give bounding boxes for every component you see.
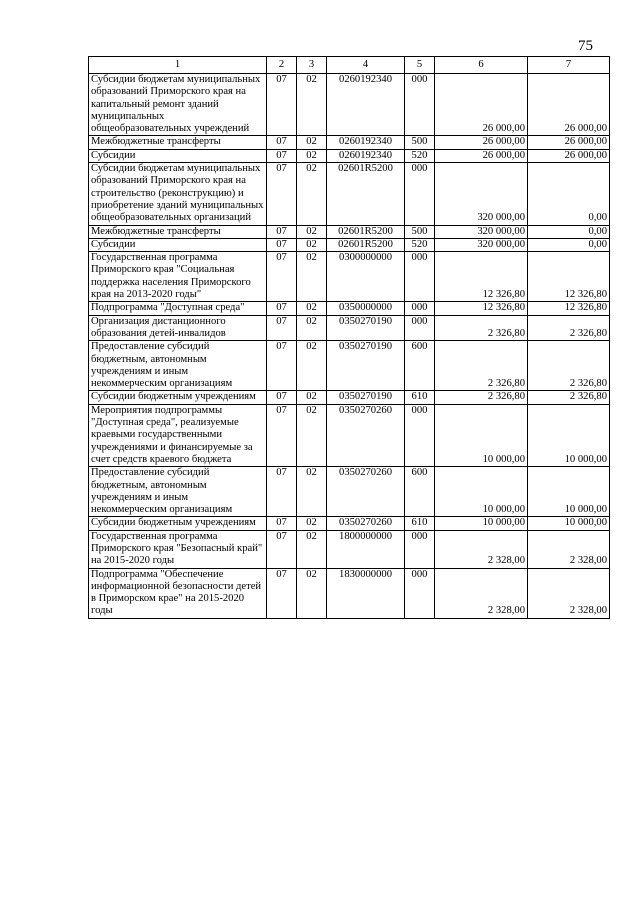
row-name: Организация дистанционного образования детей-инвалидов: [89, 315, 267, 341]
row-section: 07: [267, 163, 297, 225]
row-subsection: 02: [297, 315, 327, 341]
row-expense-type: 000: [405, 302, 435, 315]
row-amount-2019: 12 326,80: [435, 252, 528, 302]
row-amount-2020: 10 000,00: [528, 517, 610, 530]
row-expense-type: 000: [405, 163, 435, 225]
row-name: Субсидии бюджетам муниципальных образований Приморского края на капитальный ремонт зданий муниципальных общеобразовательных учреждений: [89, 74, 267, 136]
header-cell: 4: [327, 57, 405, 74]
row-subsection: 02: [297, 302, 327, 315]
table-row: [89, 238, 610, 251]
row-expense-type: 000: [405, 530, 435, 568]
row-amount-2019: 320 000,00: [435, 163, 528, 225]
row-expense-type: 600: [405, 341, 435, 391]
row-subsection: 02: [297, 136, 327, 149]
row-amount-2020: 12 326,80: [528, 302, 610, 315]
row-section: 07: [267, 252, 297, 302]
table-header-row: [89, 57, 610, 74]
row-amount-2019: 12 326,80: [435, 302, 528, 315]
row-target-code: 0260192340: [327, 136, 405, 149]
row-section: 07: [267, 341, 297, 391]
row-expense-type: 610: [405, 517, 435, 530]
row-amount-2019: 2 328,00: [435, 530, 528, 568]
row-name: Субсидии бюджетам муниципальных образований Приморского края на строительство (реконструкцию) и приобретение зданий муниципальных общеобразовательных организаций: [89, 163, 267, 225]
row-section: 07: [267, 302, 297, 315]
row-amount-2020: 10 000,00: [528, 404, 610, 466]
row-amount-2019: 10 000,00: [435, 404, 528, 466]
row-section: 07: [267, 404, 297, 466]
row-amount-2019: 10 000,00: [435, 467, 528, 517]
header-cell: 7: [528, 57, 610, 74]
table-row: [89, 74, 610, 136]
table-row: [89, 315, 610, 341]
row-amount-2019: 2 328,00: [435, 568, 528, 618]
row-section: 07: [267, 315, 297, 341]
table-row: [89, 341, 610, 391]
row-subsection: 02: [297, 517, 327, 530]
row-name: Субсидии: [89, 149, 267, 162]
row-expense-type: 610: [405, 391, 435, 404]
budget-table: [88, 56, 610, 619]
row-target-code: 0300000000: [327, 252, 405, 302]
row-subsection: 02: [297, 74, 327, 136]
row-subsection: 02: [297, 149, 327, 162]
row-amount-2020: 10 000,00: [528, 467, 610, 517]
row-name: Субсидии бюджетным учреждениям: [89, 517, 267, 530]
row-section: 07: [267, 149, 297, 162]
row-subsection: 02: [297, 530, 327, 568]
row-expense-type: 500: [405, 225, 435, 238]
table-row: [89, 149, 610, 162]
table-row: [89, 517, 610, 530]
row-subsection: 02: [297, 341, 327, 391]
row-section: 07: [267, 391, 297, 404]
header-cell: 6: [435, 57, 528, 74]
row-section: 07: [267, 530, 297, 568]
row-amount-2019: 320 000,00: [435, 225, 528, 238]
row-expense-type: 000: [405, 568, 435, 618]
row-target-code: 1830000000: [327, 568, 405, 618]
row-amount-2019: 2 326,80: [435, 391, 528, 404]
row-name: Мероприятия подпрограммы "Доступная среда", реализуемые краевыми государственными учреждениями и финансируемые за счет средств краевого бюджета: [89, 404, 267, 466]
row-target-code: 0350270260: [327, 517, 405, 530]
row-section: 07: [267, 136, 297, 149]
row-name: Субсидии: [89, 238, 267, 251]
row-target-code: 0260192340: [327, 149, 405, 162]
row-subsection: 02: [297, 252, 327, 302]
row-amount-2019: 2 326,80: [435, 341, 528, 391]
row-target-code: 0350000000: [327, 302, 405, 315]
row-section: 07: [267, 517, 297, 530]
page-number: 75: [578, 38, 593, 54]
row-amount-2020: 0,00: [528, 225, 610, 238]
row-subsection: 02: [297, 391, 327, 404]
row-expense-type: 600: [405, 467, 435, 517]
table-row: [89, 252, 610, 302]
row-section: 07: [267, 568, 297, 618]
row-target-code: 02601R5200: [327, 238, 405, 251]
header-cell: 5: [405, 57, 435, 74]
row-subsection: 02: [297, 238, 327, 251]
row-expense-type: 500: [405, 136, 435, 149]
row-amount-2020: 26 000,00: [528, 74, 610, 136]
row-amount-2020: 2 328,00: [528, 530, 610, 568]
row-amount-2019: 10 000,00: [435, 517, 528, 530]
row-subsection: 02: [297, 404, 327, 466]
table-row: [89, 391, 610, 404]
row-amount-2020: 26 000,00: [528, 149, 610, 162]
header-cell: 3: [297, 57, 327, 74]
row-expense-type: 520: [405, 238, 435, 251]
table-row: [89, 163, 610, 225]
row-name: Государственная программа Приморского края "Безопасный край" на 2015-2020 годы: [89, 530, 267, 568]
row-name: Межбюджетные трансферты: [89, 225, 267, 238]
row-target-code: 0350270260: [327, 404, 405, 466]
row-expense-type: 000: [405, 404, 435, 466]
header-cell: 1: [89, 57, 267, 74]
row-name: Подпрограмма "Доступная среда": [89, 302, 267, 315]
row-section: 07: [267, 467, 297, 517]
row-amount-2020: 2 326,80: [528, 341, 610, 391]
row-expense-type: 000: [405, 252, 435, 302]
row-subsection: 02: [297, 163, 327, 225]
row-target-code: 0350270260: [327, 467, 405, 517]
table-row: [89, 467, 610, 517]
row-amount-2020: 2 328,00: [528, 568, 610, 618]
row-amount-2020: 2 326,80: [528, 391, 610, 404]
row-target-code: 02601R5200: [327, 163, 405, 225]
row-name: Государственная программа Приморского края "Социальная поддержка населения Приморского края на 2013-2020 годы": [89, 252, 267, 302]
row-target-code: 0350270190: [327, 341, 405, 391]
table-row: [89, 530, 610, 568]
table-row: [89, 404, 610, 466]
row-amount-2019: 26 000,00: [435, 149, 528, 162]
table-row: [89, 136, 610, 149]
row-amount-2019: 320 000,00: [435, 238, 528, 251]
row-amount-2020: 2 326,80: [528, 315, 610, 341]
row-name: Предоставление субсидий бюджетным, автономным учреждениям и иным некоммерческим организациям: [89, 467, 267, 517]
row-subsection: 02: [297, 467, 327, 517]
row-subsection: 02: [297, 225, 327, 238]
row-name: Субсидии бюджетным учреждениям: [89, 391, 267, 404]
row-amount-2020: 12 326,80: [528, 252, 610, 302]
table-row: [89, 568, 610, 618]
row-expense-type: 000: [405, 315, 435, 341]
row-expense-type: 000: [405, 74, 435, 136]
row-amount-2020: 0,00: [528, 163, 610, 225]
row-target-code: 1800000000: [327, 530, 405, 568]
row-target-code: 02601R5200: [327, 225, 405, 238]
row-expense-type: 520: [405, 149, 435, 162]
row-amount-2020: 0,00: [528, 238, 610, 251]
header-cell: 2: [267, 57, 297, 74]
row-name: Подпрограмма "Обеспечение информационной безопасности детей в Приморском крае" на 2015-2020 годы: [89, 568, 267, 618]
row-target-code: 0350270190: [327, 315, 405, 341]
row-target-code: 0350270190: [327, 391, 405, 404]
row-amount-2019: 26 000,00: [435, 74, 528, 136]
table-row: [89, 302, 610, 315]
row-name: Межбюджетные трансферты: [89, 136, 267, 149]
table-row: [89, 225, 610, 238]
row-target-code: 0260192340: [327, 74, 405, 136]
row-subsection: 02: [297, 568, 327, 618]
row-name: Предоставление субсидий бюджетным, автономным учреждениям и иным некоммерческим организациям: [89, 341, 267, 391]
row-section: 07: [267, 238, 297, 251]
row-section: 07: [267, 225, 297, 238]
row-section: 07: [267, 74, 297, 136]
row-amount-2020: 26 000,00: [528, 136, 610, 149]
row-amount-2019: 26 000,00: [435, 136, 528, 149]
row-amount-2019: 2 326,80: [435, 315, 528, 341]
